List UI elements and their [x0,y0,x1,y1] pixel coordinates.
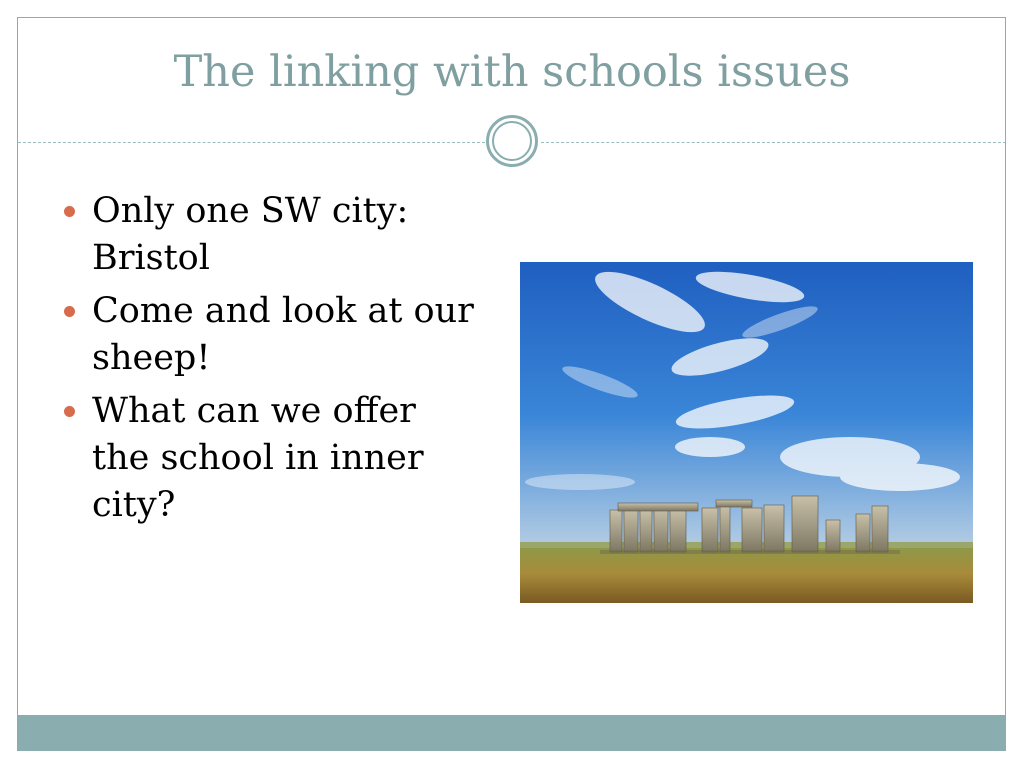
bullet-text: What can we offer the school in inner city? [92,391,424,525]
slide-title: The linking with schools issues [173,47,851,97]
bullet-dot-icon [64,406,75,417]
title-divider-left [18,142,485,143]
circle-ornament-inner [492,121,532,161]
bullet-item [62,388,482,529]
bullet-dot-icon [64,206,75,217]
circle-ornament-icon [486,115,538,167]
stonehenge-photo [520,262,973,603]
bullet-item [62,188,482,282]
bullet-list [62,188,482,535]
bullet-text: Only one SW city: Bristol [92,191,409,278]
bullet-text: Come and look at our sheep! [92,291,474,378]
bullet-item [62,288,482,382]
title-divider-right [541,142,1006,143]
bullet-dot-icon [64,306,75,317]
footer-bar [17,715,1006,751]
